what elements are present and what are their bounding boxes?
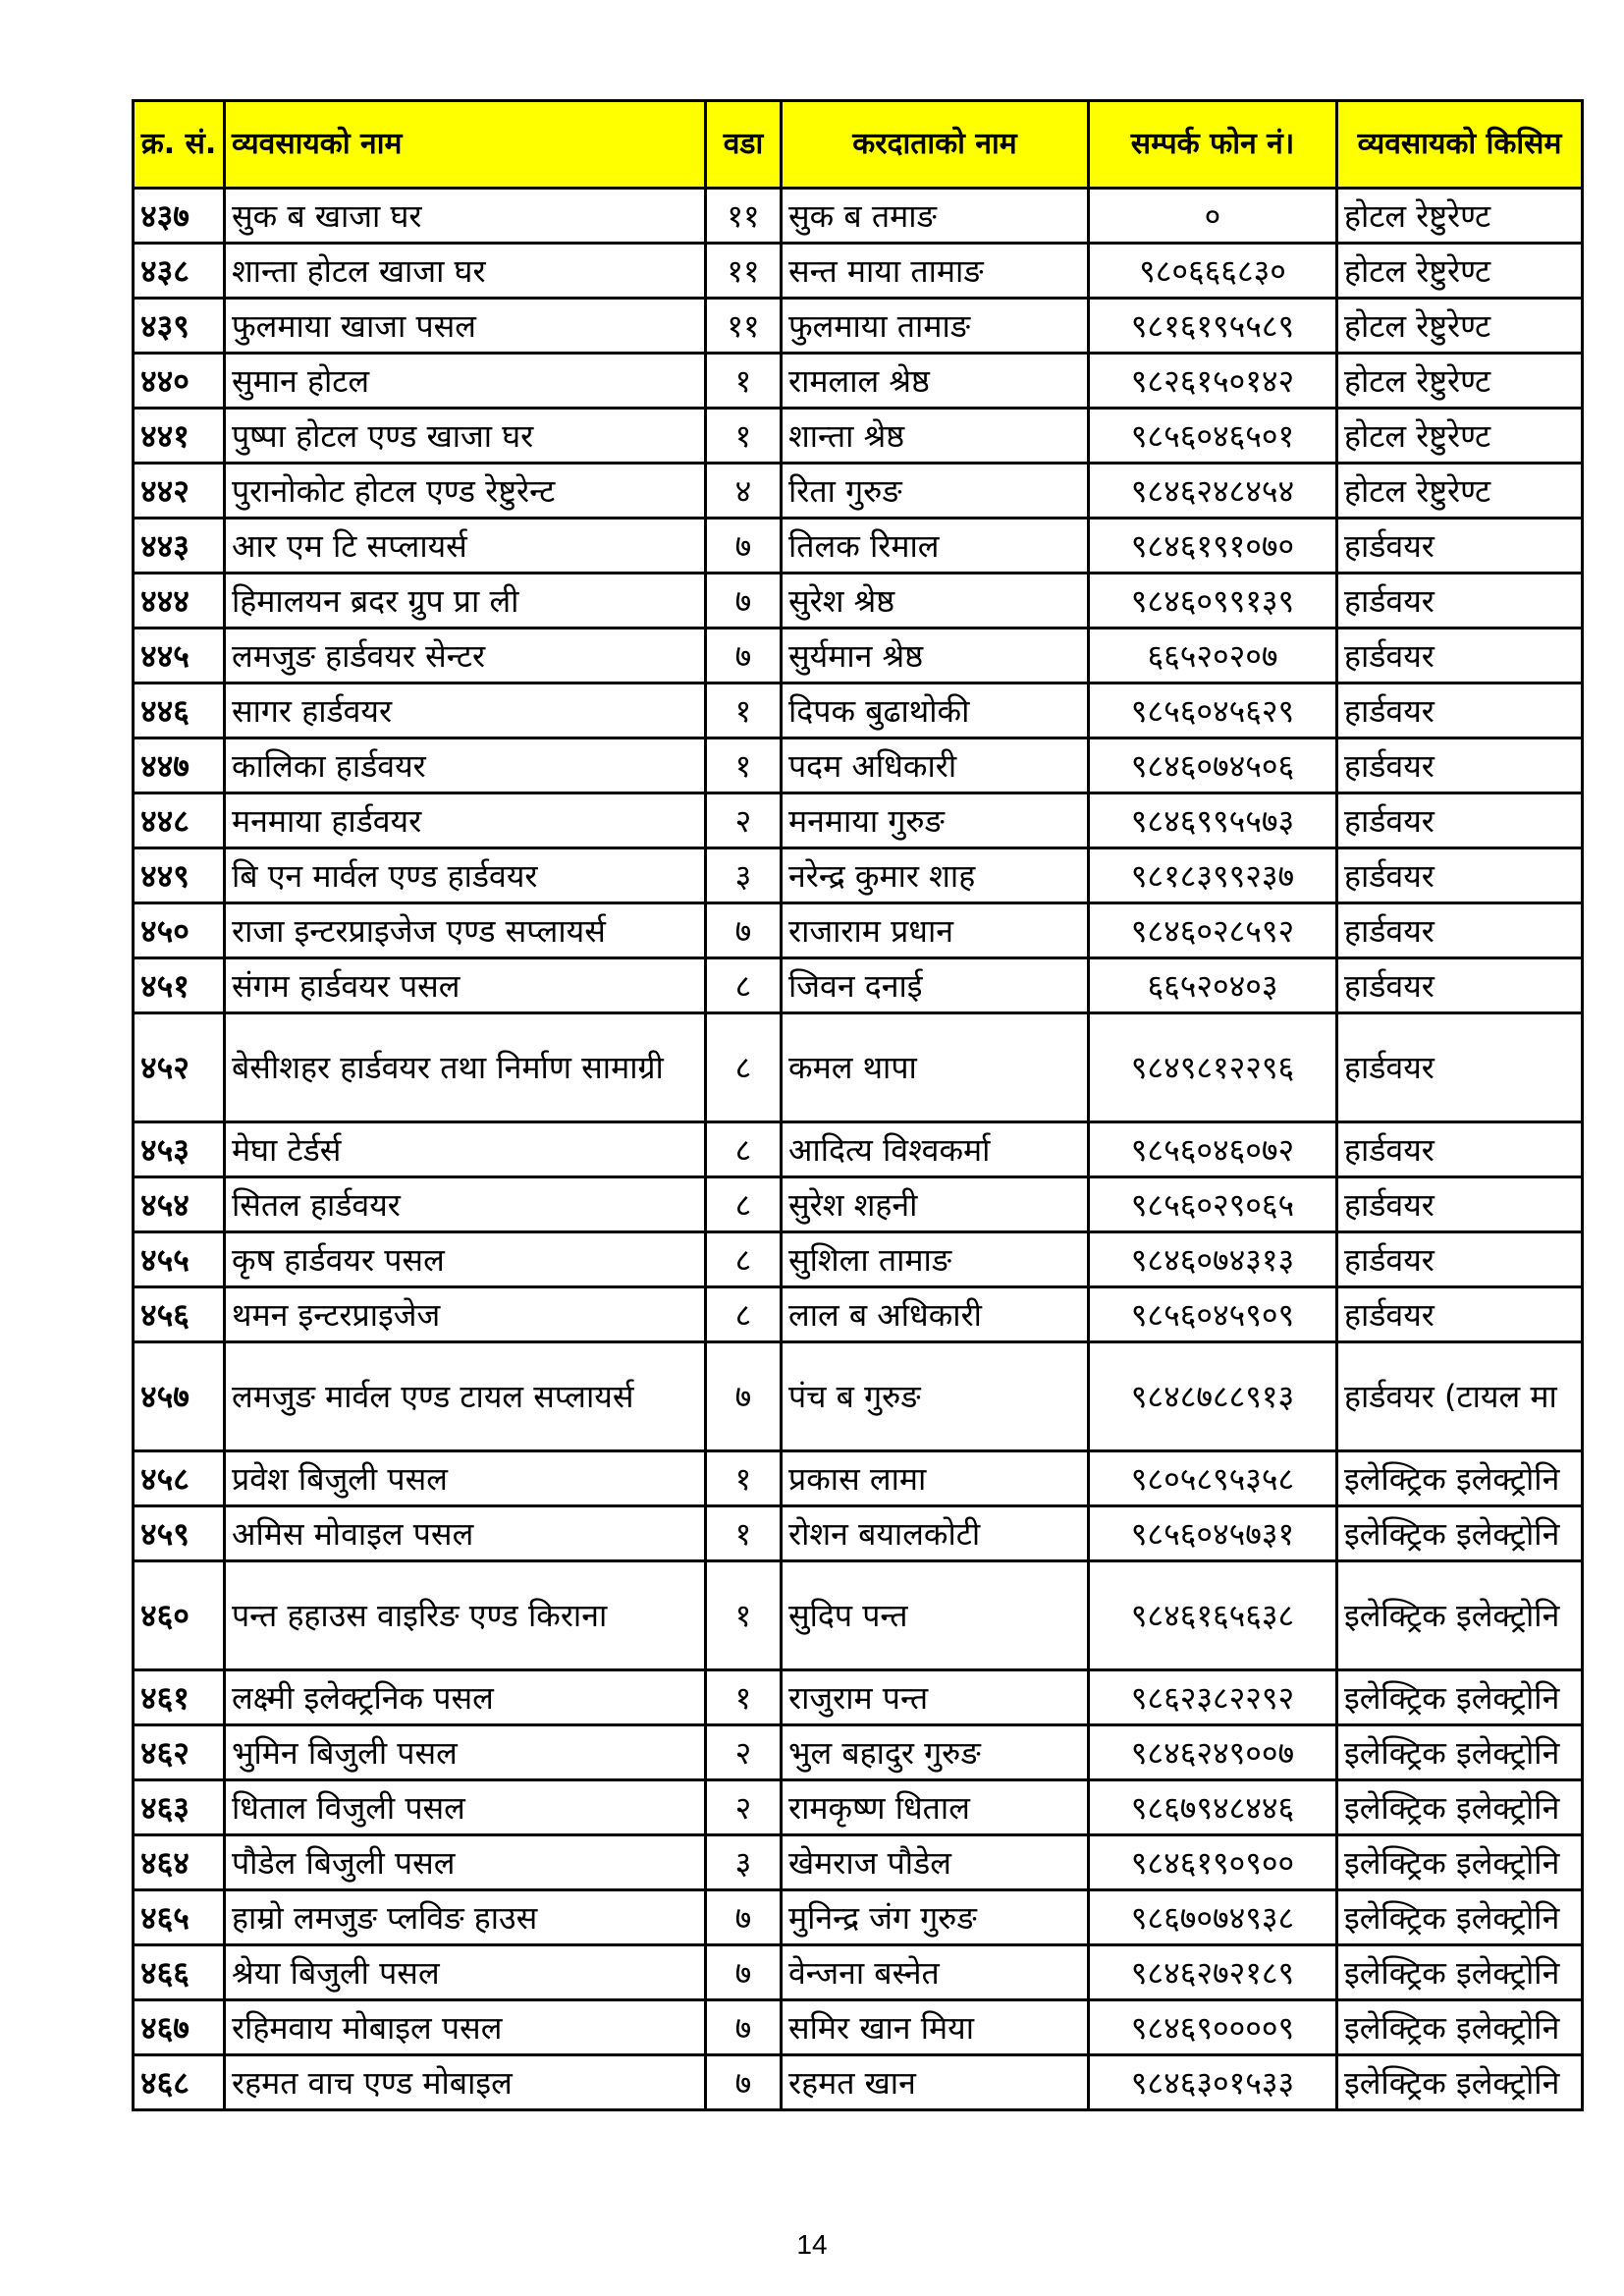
serial-number-cell: ४६२ (134, 1725, 225, 1780)
business-type-cell: हार्डवयर (1337, 683, 1583, 738)
table-row (134, 574, 1583, 629)
business-name-cell: हिमालयन ब्रदर ग्रुप प्रा ली (225, 574, 706, 629)
taxpayer-name-cell: मुनिन्द्र जंग गुरुङ (782, 1890, 1089, 1945)
serial-number-cell: ४५९ (134, 1506, 225, 1561)
table-row (134, 2055, 1583, 2110)
phone-cell: ९८१६१९५५८९ (1089, 299, 1337, 354)
taxpayer-name-cell: वेन्जना बस्नेत (782, 1945, 1089, 2000)
phone-cell: ९८४८७८८९१३ (1089, 1342, 1337, 1451)
taxpayer-name-cell: सन्त माया तामाङ (782, 244, 1089, 299)
taxpayer-name-cell: भुल बहादुर गुरुङ (782, 1725, 1089, 1780)
serial-number-cell: ४४६ (134, 683, 225, 738)
phone-cell: ९८४६९००००९ (1089, 2000, 1337, 2055)
phone-cell: ९८६२३८२२९२ (1089, 1670, 1337, 1725)
taxpayer-name-cell: राजुराम पन्त (782, 1670, 1089, 1725)
serial-number-cell: ४४० (134, 354, 225, 409)
table-row (134, 958, 1583, 1013)
serial-number-cell: ४४८ (134, 793, 225, 848)
ward-cell: ३ (706, 848, 782, 903)
ward-cell: २ (706, 1780, 782, 1835)
taxpayer-name-cell: कमल थापा (782, 1013, 1089, 1122)
business-type-cell: हार्डवयर (1337, 1122, 1583, 1177)
ward-cell: २ (706, 793, 782, 848)
ward-cell: ७ (706, 1342, 782, 1451)
business-type-cell: इलेक्ट्रिक इलेक्ट्रोनि (1337, 1945, 1583, 2000)
table-row (134, 464, 1583, 519)
serial-number-cell: ४४१ (134, 409, 225, 464)
taxpayer-name-cell: शान्ता श्रेष्ठ (782, 409, 1089, 464)
phone-cell: ९८५६०२९०६५ (1089, 1177, 1337, 1232)
table-row (134, 629, 1583, 683)
table-row (134, 903, 1583, 958)
phone-cell: ९८५६०४५६२९ (1089, 683, 1337, 738)
ward-cell: १ (706, 683, 782, 738)
serial-number-cell: ४५३ (134, 1122, 225, 1177)
header-taxpayer-name: करदाताको नाम (782, 101, 1089, 189)
serial-number-cell: ४४५ (134, 629, 225, 683)
business-type-cell: इलेक्ट्रिक इलेक्ट्रोनि (1337, 1451, 1583, 1506)
taxpayer-name-cell: सुरेश श्रेष्ठ (782, 574, 1089, 629)
table-row (134, 1506, 1583, 1561)
phone-cell: ९८४९८१२२९६ (1089, 1013, 1337, 1122)
phone-cell: ९८४६१६५६३८ (1089, 1561, 1337, 1670)
phone-cell: ६६५२०४०३ (1089, 958, 1337, 1013)
business-type-cell: हार्डवयर (1337, 793, 1583, 848)
header-business-type: व्यवसायको किसिम (1337, 101, 1583, 189)
business-name-cell: अमिस मोवाइल पसल (225, 1506, 706, 1561)
table-header-row (134, 101, 1583, 189)
table-row (134, 354, 1583, 409)
serial-number-cell: ४४९ (134, 848, 225, 903)
business-name-cell: कृष हार्डवयर पसल (225, 1232, 706, 1287)
serial-number-cell: ४३९ (134, 299, 225, 354)
serial-number-cell: ४६५ (134, 1890, 225, 1945)
serial-number-cell: ४६३ (134, 1780, 225, 1835)
ward-cell: ८ (706, 1122, 782, 1177)
business-type-cell: हार्डवयर (टायल मा (1337, 1342, 1583, 1451)
table-body (134, 189, 1583, 2110)
ward-cell: ११ (706, 244, 782, 299)
taxpayer-name-cell: मनमाया गुरुङ (782, 793, 1089, 848)
phone-cell: ९८४६२७२१८९ (1089, 1945, 1337, 2000)
ward-cell: ८ (706, 1177, 782, 1232)
ward-cell: ११ (706, 189, 782, 244)
business-type-cell: इलेक्ट्रिक इलेक्ट्रोनि (1337, 1670, 1583, 1725)
serial-number-cell: ४५५ (134, 1232, 225, 1287)
serial-number-cell: ४५४ (134, 1177, 225, 1232)
table-row (134, 1451, 1583, 1506)
serial-number-cell: ४५२ (134, 1013, 225, 1122)
table-row (134, 1725, 1583, 1780)
phone-cell: ९८४६०९९१३९ (1089, 574, 1337, 629)
business-name-cell: सुमान होटल (225, 354, 706, 409)
business-name-cell: सागर हार्डवयर (225, 683, 706, 738)
ward-cell: १ (706, 409, 782, 464)
business-type-cell: इलेक्ट्रिक इलेक्ट्रोनि (1337, 1780, 1583, 1835)
business-name-cell: संगम हार्डवयर पसल (225, 958, 706, 1013)
business-name-cell: बि एन मार्वल एण्ड हार्डवयर (225, 848, 706, 903)
header-ward: वडा (706, 101, 782, 189)
business-type-cell: हार्डवयर (1337, 1013, 1583, 1122)
business-type-cell: इलेक्ट्रिक इलेक्ट्रोनि (1337, 1561, 1583, 1670)
phone-cell: ९८०६६६८३० (1089, 244, 1337, 299)
business-name-cell: फुलमाया खाजा पसल (225, 299, 706, 354)
business-name-cell: लक्ष्मी इलेक्ट्रनिक पसल (225, 1670, 706, 1725)
business-type-cell: इलेक्ट्रिक इलेक्ट्रोनि (1337, 1506, 1583, 1561)
ward-cell: ८ (706, 1232, 782, 1287)
business-name-cell: भुमिन बिजुली पसल (225, 1725, 706, 1780)
business-name-cell: रहिमवाय मोबाइल पसल (225, 2000, 706, 2055)
taxpayer-name-cell: फुलमाया तामाङ (782, 299, 1089, 354)
serial-number-cell: ४४४ (134, 574, 225, 629)
table-row (134, 409, 1583, 464)
table-row (134, 1835, 1583, 1890)
phone-cell: ९८६७०७४९३८ (1089, 1890, 1337, 1945)
serial-number-cell: ४५१ (134, 958, 225, 1013)
business-name-cell: पुरानोकोट होटल एण्ड रेष्टुरेन्ट (225, 464, 706, 519)
table-row (134, 1945, 1583, 2000)
phone-cell: ९८५६०४६५०१ (1089, 409, 1337, 464)
table-row (134, 1013, 1583, 1122)
ward-cell: ३ (706, 1835, 782, 1890)
business-name-cell: हाम्रो लमजुङ प्लविङ हाउस (225, 1890, 706, 1945)
business-type-cell: हार्डवयर (1337, 519, 1583, 574)
ward-cell: ७ (706, 1890, 782, 1945)
serial-number-cell: ४६० (134, 1561, 225, 1670)
ward-cell: १ (706, 738, 782, 793)
phone-cell: ९८४६१९१०७० (1089, 519, 1337, 574)
serial-number-cell: ४६१ (134, 1670, 225, 1725)
ward-cell: ११ (706, 299, 782, 354)
phone-cell: ९८४६०२८५९२ (1089, 903, 1337, 958)
serial-number-cell: ४६६ (134, 1945, 225, 2000)
ward-cell: १ (706, 1561, 782, 1670)
serial-number-cell: ४४३ (134, 519, 225, 574)
taxpayer-name-cell: रामलाल श्रेष्ठ (782, 354, 1089, 409)
serial-number-cell: ४३७ (134, 189, 225, 244)
business-type-cell: होटल रेष्टुरेण्ट (1337, 189, 1583, 244)
phone-cell: ६६५२०२०७ (1089, 629, 1337, 683)
ward-cell: ७ (706, 519, 782, 574)
table-row (134, 189, 1583, 244)
phone-cell: ९८५६०४६०७२ (1089, 1122, 1337, 1177)
serial-number-cell: ४६८ (134, 2055, 225, 2110)
business-type-cell: हार्डवयर (1337, 574, 1583, 629)
business-name-cell: श्रेया बिजुली पसल (225, 1945, 706, 2000)
header-serial-number: क्र. सं. (134, 101, 225, 189)
taxpayer-name-cell: आदित्य विश्वकर्मा (782, 1122, 1089, 1177)
table-row (134, 1342, 1583, 1451)
serial-number-cell: ४५८ (134, 1451, 225, 1506)
taxpayer-name-cell: नरेन्द्र कुमार शाह (782, 848, 1089, 903)
page-number: 14 (796, 2229, 828, 2260)
phone-cell: ९८४६०७४५०६ (1089, 738, 1337, 793)
table-row (134, 738, 1583, 793)
table-row (134, 1780, 1583, 1835)
business-name-cell: लमजुङ मार्वल एण्ड टायल सप्लायर्स (225, 1342, 706, 1451)
business-type-cell: इलेक्ट्रिक इलेक्ट्रोनि (1337, 2055, 1583, 2110)
business-type-cell: इलेक्ट्रिक इलेक्ट्रोनि (1337, 1890, 1583, 1945)
business-type-cell: हार्डवयर (1337, 958, 1583, 1013)
business-type-cell: हार्डवयर (1337, 1287, 1583, 1342)
ward-cell: ७ (706, 574, 782, 629)
business-name-cell: मेघा टेर्डर्स (225, 1122, 706, 1177)
ward-cell: १ (706, 1670, 782, 1725)
table-row (134, 1232, 1583, 1287)
table-row (134, 299, 1583, 354)
table-row (134, 848, 1583, 903)
business-name-cell: शान्ता होटल खाजा घर (225, 244, 706, 299)
ward-cell: ७ (706, 1945, 782, 2000)
business-name-cell: सुक ब खाजा घर (225, 189, 706, 244)
ward-cell: १ (706, 1451, 782, 1506)
business-name-cell: सितल हार्डवयर (225, 1177, 706, 1232)
phone-cell: ९८५६०४५९०९ (1089, 1287, 1337, 1342)
taxpayer-name-cell: प्रकास लामा (782, 1451, 1089, 1506)
business-name-cell: पन्त हहाउस वाइरिङ एण्ड किराना (225, 1561, 706, 1670)
serial-number-cell: ४६४ (134, 1835, 225, 1890)
ward-cell: ७ (706, 2000, 782, 2055)
business-name-cell: लमजुङ हार्डवयर सेन्टर (225, 629, 706, 683)
phone-cell: ९८६७९४८४४६ (1089, 1780, 1337, 1835)
taxpayer-name-cell: रामकृष्ण धिताल (782, 1780, 1089, 1835)
phone-cell: ९८४६३०१५३३ (1089, 2055, 1337, 2110)
business-type-cell: इलेक्ट्रिक इलेक्ट्रोनि (1337, 2000, 1583, 2055)
taxpayer-name-cell: सुदिप पन्त (782, 1561, 1089, 1670)
table-row (134, 244, 1583, 299)
ward-cell: ८ (706, 1013, 782, 1122)
business-type-cell: हार्डवयर (1337, 1177, 1583, 1232)
taxpayer-name-cell: पंच ब गुरुङ (782, 1342, 1089, 1451)
phone-cell: ९८५६०४५७३१ (1089, 1506, 1337, 1561)
ward-cell: ४ (706, 464, 782, 519)
business-name-cell: बेसीशहर हार्डवयर तथा निर्माण सामाग्री (225, 1013, 706, 1122)
taxpayer-name-cell: तिलक रिमाल (782, 519, 1089, 574)
table-row (134, 1177, 1583, 1232)
taxpayer-name-cell: रोशन बयालकोटी (782, 1506, 1089, 1561)
business-name-cell: प्रवेश बिजुली पसल (225, 1451, 706, 1506)
taxpayer-name-cell: खेमराज पौडेल (782, 1835, 1089, 1890)
ward-cell: ७ (706, 629, 782, 683)
ward-cell: ८ (706, 958, 782, 1013)
taxpayer-name-cell: सुरेश शहनी (782, 1177, 1089, 1232)
business-name-cell: थमन इन्टरप्राइजेज (225, 1287, 706, 1342)
phone-cell: ९८४६९९५५७३ (1089, 793, 1337, 848)
taxpayer-name-cell: समिर खान मिया (782, 2000, 1089, 2055)
business-name-cell: पौडेल बिजुली पसल (225, 1835, 706, 1890)
business-registry-table (132, 99, 1584, 2111)
table-row (134, 793, 1583, 848)
taxpayer-name-cell: पदम अधिकारी (782, 738, 1089, 793)
phone-cell: ९८४६२४९००७ (1089, 1725, 1337, 1780)
serial-number-cell: ४४७ (134, 738, 225, 793)
ward-cell: ८ (706, 1287, 782, 1342)
business-type-cell: हार्डवयर (1337, 1232, 1583, 1287)
serial-number-cell: ४४२ (134, 464, 225, 519)
table-row (134, 519, 1583, 574)
ward-cell: ७ (706, 2055, 782, 2110)
business-type-cell: हार्डवयर (1337, 903, 1583, 958)
serial-number-cell: ४६७ (134, 2000, 225, 2055)
table-row (134, 683, 1583, 738)
business-name-cell: धिताल विजुली पसल (225, 1780, 706, 1835)
header-business-name: व्यवसायको नाम (225, 101, 706, 189)
business-type-cell: हार्डवयर (1337, 738, 1583, 793)
serial-number-cell: ४५६ (134, 1287, 225, 1342)
phone-cell: ९८४६०७४३१३ (1089, 1232, 1337, 1287)
taxpayer-name-cell: सुर्यमान श्रेष्ठ (782, 629, 1089, 683)
table-row (134, 1670, 1583, 1725)
taxpayer-name-cell: सुक ब तमाङ (782, 189, 1089, 244)
business-name-cell: पुष्पा होटल एण्ड खाजा घर (225, 409, 706, 464)
taxpayer-name-cell: जिवन दनाई (782, 958, 1089, 1013)
table-row (134, 1890, 1583, 1945)
business-type-cell: होटल रेष्टुरेण्ट (1337, 464, 1583, 519)
business-name-cell: कालिका हार्डवयर (225, 738, 706, 793)
business-name-cell: मनमाया हार्डवयर (225, 793, 706, 848)
business-type-cell: हार्डवयर (1337, 848, 1583, 903)
table-row (134, 1561, 1583, 1670)
header-contact-phone: सम्पर्क फोन नं। (1089, 101, 1337, 189)
business-type-cell: होटल रेष्टुरेण्ट (1337, 299, 1583, 354)
business-name-cell: राजा इन्टरप्राइजेज एण्ड सप्लायर्स (225, 903, 706, 958)
taxpayer-name-cell: लाल ब अधिकारी (782, 1287, 1089, 1342)
table-row (134, 1122, 1583, 1177)
serial-number-cell: ४३८ (134, 244, 225, 299)
ward-cell: ७ (706, 903, 782, 958)
ward-cell: १ (706, 1506, 782, 1561)
phone-cell: ९८२६१५०१४२ (1089, 354, 1337, 409)
business-name-cell: आर एम टि सप्लायर्स (225, 519, 706, 574)
phone-cell: ९८०५८९५३५८ (1089, 1451, 1337, 1506)
taxpayer-name-cell: सुशिला तामाङ (782, 1232, 1089, 1287)
ward-cell: २ (706, 1725, 782, 1780)
taxpayer-name-cell: राजाराम प्रधान (782, 903, 1089, 958)
business-type-cell: इलेक्ट्रिक इलेक्ट्रोनि (1337, 1835, 1583, 1890)
business-type-cell: इलेक्ट्रिक इलेक्ट्रोनि (1337, 1725, 1583, 1780)
phone-cell: ९८१८३९९२३७ (1089, 848, 1337, 903)
phone-cell: ९८४६१९०९०० (1089, 1835, 1337, 1890)
taxpayer-name-cell: दिपक बुढाथोकी (782, 683, 1089, 738)
business-type-cell: हार्डवयर (1337, 629, 1583, 683)
business-name-cell: रहमत वाच एण्ड मोबाइल (225, 2055, 706, 2110)
table-row (134, 1287, 1583, 1342)
business-type-cell: होटल रेष्टुरेण्ट (1337, 244, 1583, 299)
phone-cell: ९८४६२४८४५४ (1089, 464, 1337, 519)
phone-cell: ० (1089, 189, 1337, 244)
serial-number-cell: ४५७ (134, 1342, 225, 1451)
ward-cell: १ (706, 354, 782, 409)
taxpayer-name-cell: रिता गुरुङ (782, 464, 1089, 519)
serial-number-cell: ४५० (134, 903, 225, 958)
business-type-cell: होटल रेष्टुरेण्ट (1337, 409, 1583, 464)
business-type-cell: होटल रेष्टुरेण्ट (1337, 354, 1583, 409)
taxpayer-name-cell: रहमत खान (782, 2055, 1089, 2110)
table-row (134, 2000, 1583, 2055)
